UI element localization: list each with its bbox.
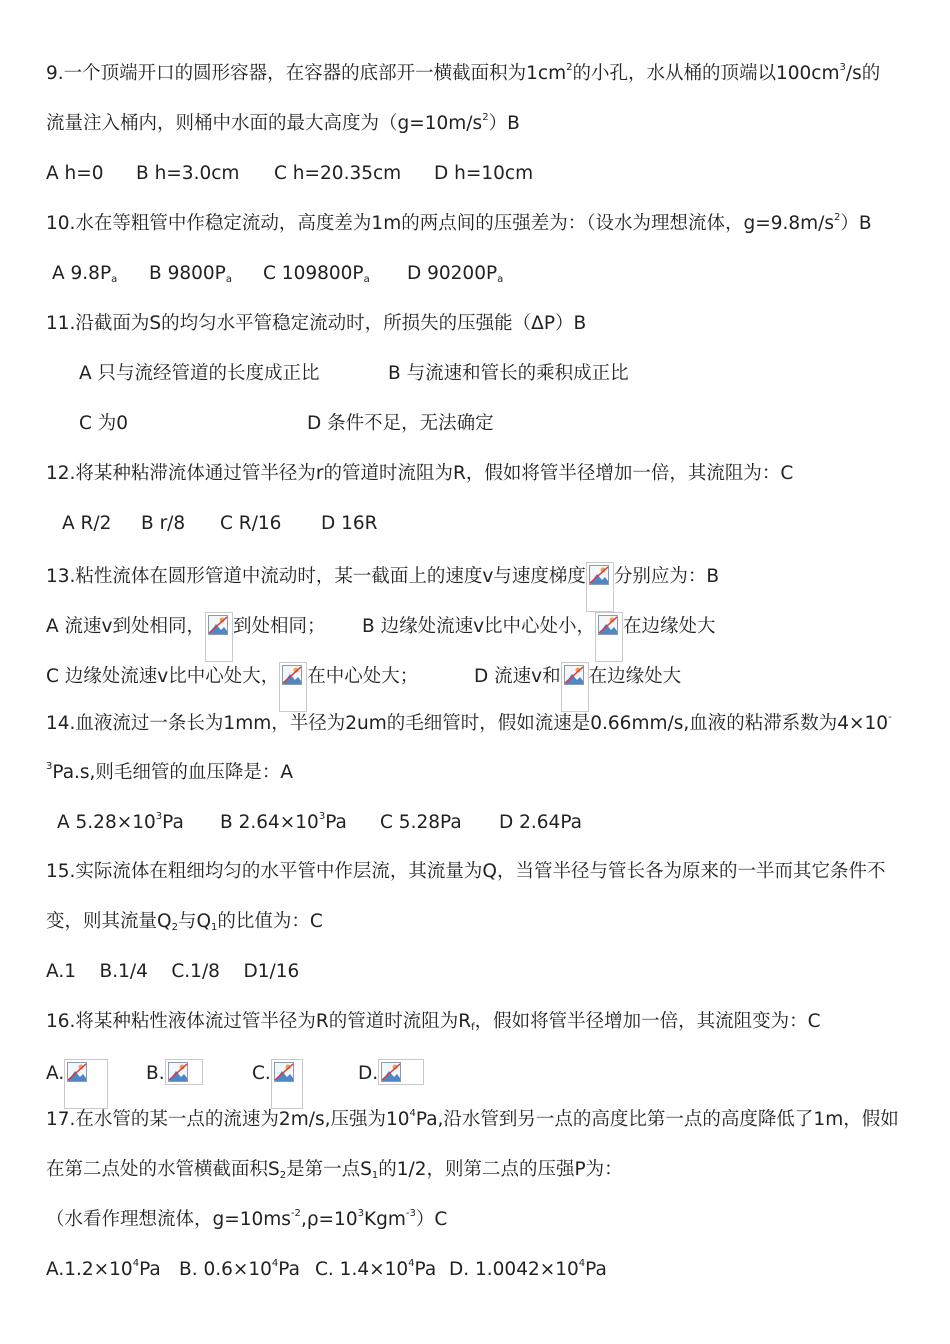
q16-option-c: C.	[252, 1059, 303, 1109]
q12-option-b: B r/8	[141, 513, 186, 534]
q11-option-a: A 只与流经管道的长度成正比	[79, 363, 320, 384]
broken-image-icon	[378, 1059, 424, 1085]
q9-option-c: C h=20.35cm	[274, 163, 402, 184]
broken-image-icon	[271, 1059, 303, 1109]
q17-option-d: D. $1.0042\times 10^4Pa$	[449, 1258, 607, 1280]
q9-stem-line2: 流量注入桶内，则桶中水面的最大高度为$(g=10m/s^2)B$	[46, 112, 520, 134]
q12-option-a: A R/2	[62, 513, 112, 534]
q12-stem: 12.将某种粘滞流体通过管半径为r的管道时流阻为R，假如将管半径增加一倍，其流阻为：C	[46, 463, 794, 484]
broken-image-icon	[561, 662, 589, 712]
q13-stem: 13.粘性流体在圆形管道中流动时，某一截面上的速度v与速度梯度 分别应为：B	[46, 562, 719, 612]
q9-option-b: B h=3.0cm	[136, 163, 240, 184]
q17-stem-line1: 17.在水管的某一点的流速为2m/s,压强为$10^4Pa$,沿水管到另一点的高度比第一点的高度降低了1m，假如	[46, 1108, 899, 1130]
q14-option-c: C 5.28Pa	[380, 812, 462, 833]
q14-option-a: A $5.28\times 10^3Pa$	[57, 811, 184, 833]
q12-option-c: C R/16	[220, 513, 282, 534]
q15-stem-line1: 15.实际流体在粗细均匀的水平管中作层流，其流量为Q，当管半径与管长各为原来的一半而其它条件不	[46, 861, 886, 882]
broken-image-icon	[586, 562, 614, 612]
q16-option-d: D.	[358, 1059, 424, 1086]
q17-stem-line2: 在第二点处的水管横截面积$S_2$是第一点$S_1$的1/2，则第二点的压强P为：	[46, 1159, 623, 1181]
q17-option-b: B. $0.6\times 10^4Pa$	[179, 1258, 300, 1280]
broken-image-icon	[205, 612, 233, 662]
q10-option-a: A $9.8P_a$	[52, 263, 118, 285]
q10-option-d: D $90200P_a$	[407, 263, 504, 285]
q16-option-b: B.	[146, 1059, 203, 1086]
q13-option-d: D 流速v和 在边缘处大	[474, 662, 681, 712]
q14-option-d: D 2.64Pa	[499, 812, 582, 833]
q11-option-c: C 为0	[79, 413, 129, 434]
q13-option-b: B 边缘处流速v比中心处小， 在边缘处大	[362, 612, 716, 662]
broken-image-icon	[279, 662, 307, 712]
q15-options: A.1 B.1/4 C.1/8 D1/16	[46, 961, 300, 982]
q17-option-a: $A.1.2\times 10^4Pa$	[46, 1258, 161, 1280]
q10-stem: 10.水在等粗管中作稳定流动，高度差为1m的两点间的压强差为：（设水为理想流体，$g=9.8m/s^2)B$	[46, 212, 872, 234]
q9-stem-line1: 9.一个顶端开口的圆形容器，在容器的底部开一横截面积为$1cm^2$的小孔，水从桶的顶端以$100cm^3/s$的	[46, 62, 881, 84]
q14-stem-line2: $^3$Pa.s,则毛细管的血压降是：A	[46, 761, 294, 783]
q11-option-b: B 与流速和管长的乘积成正比	[388, 363, 629, 384]
q9-option-a: A h=0	[46, 163, 104, 184]
q13-option-a: A 流速v到处相同， 到处相同；	[46, 612, 326, 662]
q12-option-d: D 16R	[321, 513, 378, 534]
q14-stem-line1: 14.血液流过一条长为1mm，半径为2um的毛细管时，假如流速是0.66mm/s,血液的粘滞系数为4×10-	[46, 712, 892, 734]
broken-image-icon	[64, 1059, 108, 1109]
q15-stem-line2: 变，则其流量$Q_2$与$Q_1$的比值为：C	[46, 911, 323, 933]
broken-image-icon	[595, 612, 623, 662]
q11-option-d: D 条件不足，无法确定	[307, 413, 494, 434]
q11-stem: 11.沿截面为S的均匀水平管稳定流动时，所损失的压强能（ΔP）B	[46, 313, 587, 334]
q9-option-d: D h=10cm	[434, 163, 534, 184]
q10-option-c: C $109800P_a$	[263, 263, 370, 285]
q13-option-c: C 边缘处流速v比中心处大， 在中心处大；	[46, 662, 418, 712]
q10-option-b: B $9800P_a$	[149, 263, 232, 285]
q14-option-b: B $2.64\times 10^3Pa$	[220, 811, 347, 833]
q17-option-c: C. $1.4\times 10^4Pa$	[315, 1258, 437, 1280]
q16-option-a: A.	[46, 1059, 108, 1109]
q16-stem: 16.将某种粘性液体流过管半径为R的管道时流阻为$R_f$，假如将管半径增加一倍，其流阻变为：C	[46, 1011, 821, 1033]
broken-image-icon	[165, 1059, 203, 1085]
q17-stem-line3: （水看作理想流体，$g=10ms^{-2},\rho=10^3Kgm^{-3})C$	[46, 1208, 448, 1230]
